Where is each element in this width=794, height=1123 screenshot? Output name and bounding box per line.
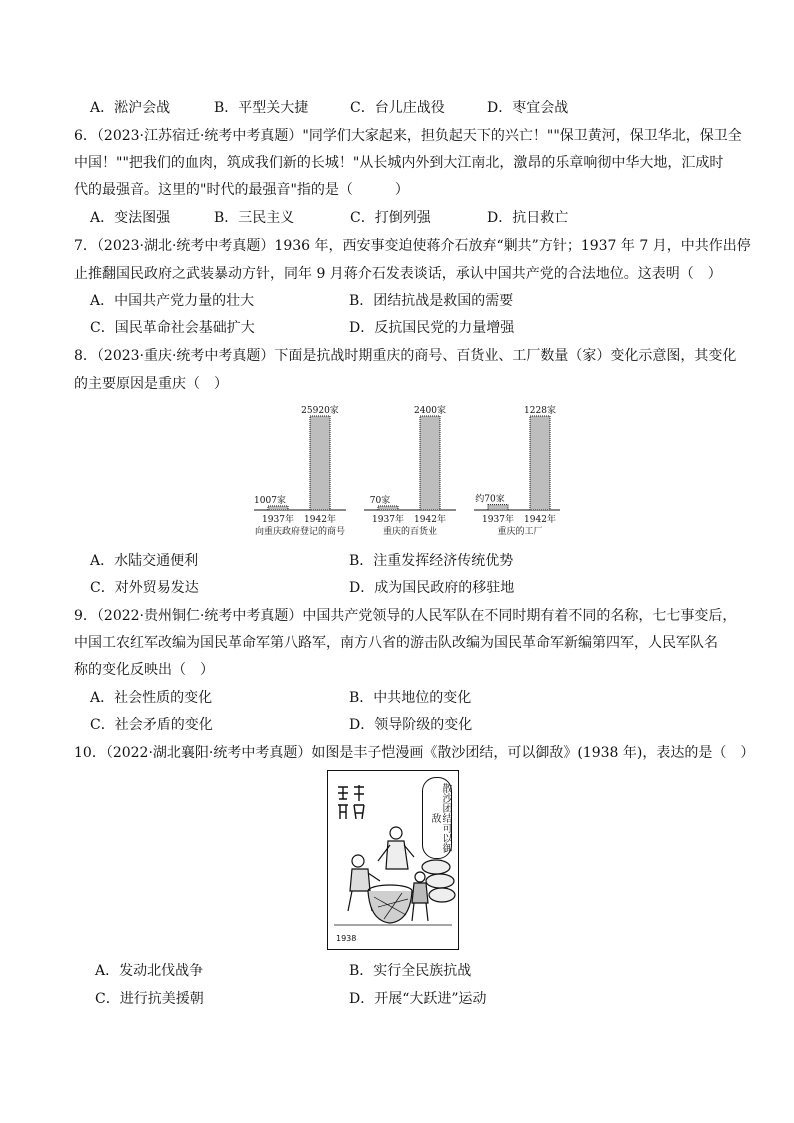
q6-option-b: B．三民主义 [214, 210, 295, 226]
q7-option-d: D．反抗国民党的力量增强 [349, 320, 515, 336]
cartoon-caption: 散沙团结可以御敌 [422, 777, 452, 859]
chart-tick-label: 1937年 [482, 515, 514, 525]
chart-tick-label: 1942年 [524, 515, 556, 525]
q9-option-a: A．社会性质的变化 [90, 690, 213, 706]
q5-option-c: C．台儿庄战役 [350, 100, 445, 116]
chart-bar [420, 416, 440, 510]
q6-option-c: C．打倒列强 [350, 210, 431, 226]
chart-tick-label: 1942年 [304, 515, 336, 525]
chart-bar [488, 505, 508, 510]
q8-option-a: A．水陆交通便利 [90, 553, 199, 569]
q6-stem-line-2: 中国！""把我们的血肉，筑成我们新的长城！"从长城内外到大江南北，激昂的乐章响彻中华大地，汇成时 [74, 155, 724, 171]
q7-option-c: C．国民革命社会基础扩大 [90, 320, 255, 336]
cartoon-drawing [328, 811, 458, 936]
chart-group-label: 重庆的工厂 [497, 527, 543, 537]
chart-bar [268, 506, 288, 510]
q9-stem-line-3: 称的变化反映出（ ） [74, 662, 214, 678]
chart-group-label: 重庆的百货业 [382, 527, 438, 537]
q5-option-a: A．淞沪会战 [90, 100, 171, 116]
cartoon-year: 1938 [336, 934, 357, 943]
q8-option-b: B．注重发挥经济传统优势 [349, 553, 514, 569]
q5-option-d: D．枣宜会战 [487, 100, 569, 116]
q6-option-d: D．抗日救亡 [487, 210, 569, 226]
q8-stem-line-1: 8．（2023·重庆·统考中考真题）下面是抗战时期重庆的商号、百货业、工厂数量（家）变化示意图，其变化 [74, 348, 737, 364]
chart-data-label: 1007家 [254, 496, 286, 506]
q10-option-b: B．实行全民族抗战 [349, 963, 472, 979]
chart-data-label: 2400家 [414, 406, 446, 416]
q6-stem-line-3: 代的最强音。这里的"时代的最强音"指的是（ ） [74, 182, 409, 198]
q7-stem-line-2: 止推翻国民政府之武装暴动方针，同年 9 月蒋介石发表谈话，承认中国共产党的合法地位。这表明（ ） [74, 266, 722, 282]
q6-stem-line-1: 6．（2023·江苏宿迁·统考中考真题）"同学们大家起来，担负起天下的兴亡！""保卫黄河，保卫华北，保卫全 [74, 128, 742, 144]
q7-option-b: B．团结抗战是救国的需要 [349, 293, 514, 309]
chart-data-label: 70家 [369, 496, 391, 506]
chart-data-label: 约70家 [475, 494, 505, 505]
chart-bar [530, 416, 550, 510]
chart-bar [310, 416, 330, 510]
chart-tick-label: 1937年 [372, 515, 404, 525]
chart-tick-label: 1942年 [414, 515, 446, 525]
chart-data-label: 1228家 [524, 406, 556, 416]
q6-option-a: A．变法图强 [90, 210, 171, 226]
chart-data-label: 25920家 [301, 406, 339, 416]
q10-stem-line-1: 10．（2022·湖北襄阳·统考中考真题）如图是丰子恺漫画《散沙团结，可以御敌》(1938 年)，表达的是（ ） [74, 745, 755, 761]
q5-option-b: B．平型关大捷 [214, 100, 309, 116]
q7-option-a: A．中国共产党力量的壮大 [90, 293, 255, 309]
q8-option-c: C．对外贸易发达 [90, 580, 199, 596]
q9-option-b: B．中共地位的变化 [349, 690, 472, 706]
chart-bar [378, 506, 398, 510]
q8-stem-line-2: 的主要原因是重庆（ ） [74, 376, 228, 392]
q8-option-d: D．成为国民政府的移驻地 [349, 580, 515, 596]
q9-stem-line-1: 9．（2022·贵州铜仁·统考中考真题）中国共产党领导的人民军队在不同时期有着不同的名称，七七事变后， [74, 608, 737, 624]
q10-option-a: A．发动北伐战争 [95, 963, 204, 979]
cartoon-image [327, 770, 459, 950]
quantity-bar-chart [250, 402, 560, 542]
chart-tick-label: 1937年 [262, 515, 294, 525]
q9-stem-line-2: 中国工农红军改编为国民革命军第八路军，南方八省的游击队改编为国民革命军新编第四军，人民军队名 [74, 635, 718, 651]
q9-option-c: C．社会矛盾的变化 [90, 717, 213, 733]
q10-option-d: D．开展“大跃进”运动 [349, 991, 487, 1007]
q9-option-d: D．领导阶级的变化 [349, 717, 473, 733]
chart-group-label: 向重庆政府登记的商号 [254, 527, 346, 537]
q7-stem-line-1: 7．（2023·湖北·统考中考真题）1936 年，西安事变迫使蒋介石放弃“剿共”方针；1937 年 7 月，中共作出停 [74, 238, 751, 254]
q10-option-c: C．进行抗美援朝 [95, 991, 204, 1007]
